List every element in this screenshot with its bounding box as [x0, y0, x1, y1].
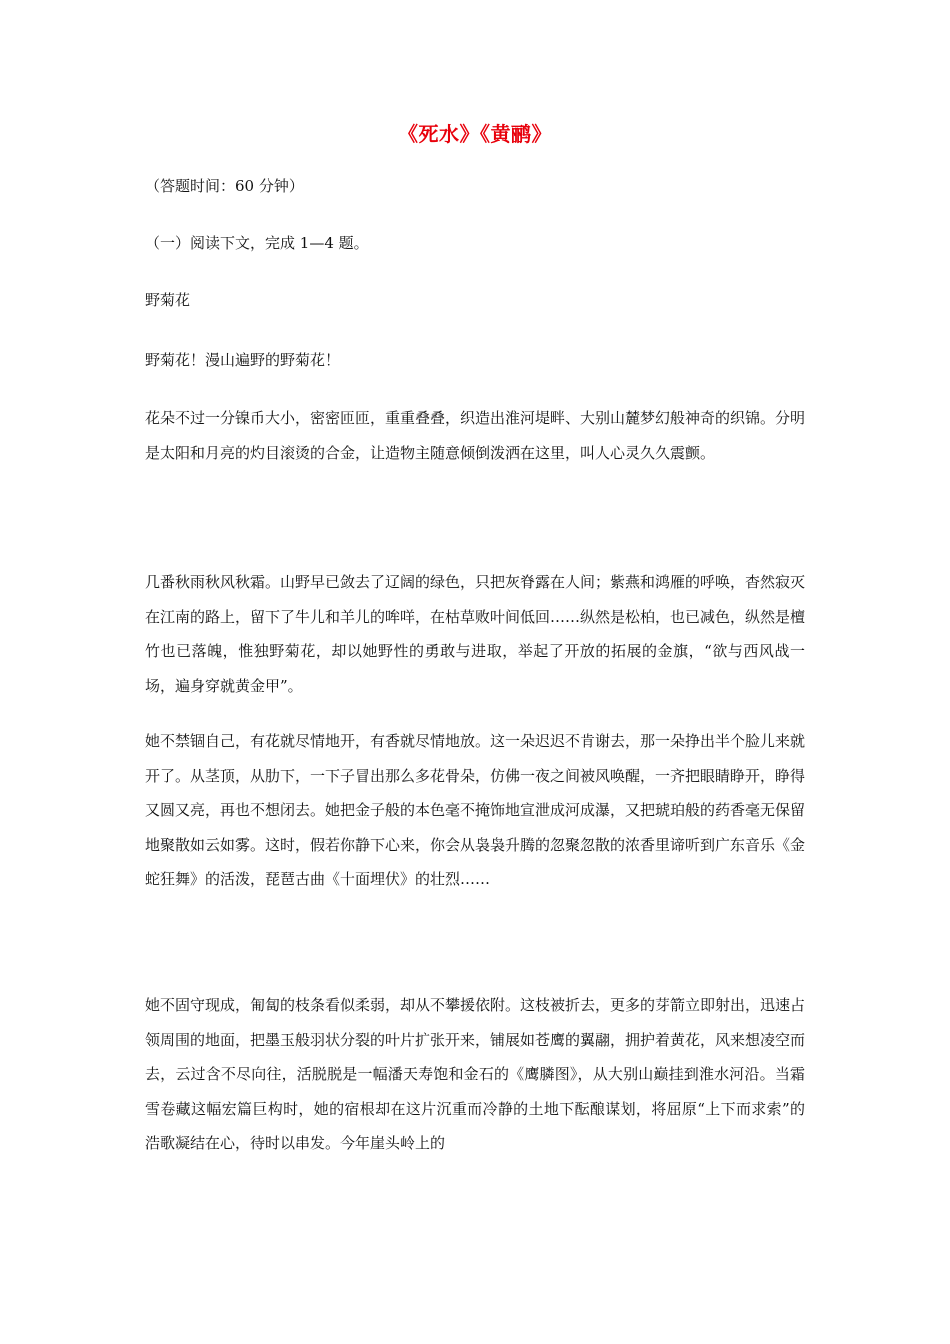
document-title: 《死水》《黄鹂》 [398, 122, 552, 146]
paragraph-3: 几番秋雨秋风秋霜。山野早已敛去了辽阔的绿色，只把灰脊露在人间；紫燕和鸿雁的呼唤，杳然寂灭在江南的路上，留下了牛儿和羊儿的哞咩，在枯草败叶间低回……纵然是松柏，也已减色，纵然是檀竹也已落魄，惟独野菊花，却以她野性的勇敢与进取，举起了开放的拓展的金旗，“欲与西风战一场，遍身穿就黄金甲”。 [145, 573, 806, 695]
paragraph-4: 她不禁锢自己，有花就尽情地开，有香就尽情地放。这一朵迟迟不肯谢去，那一朵挣出半个脸儿来就开了。从茎顶，从肋下，一下子冒出那么多花骨朵，仿佛一夜之间被风唤醒，一齐把眼睛睁开，睁得又圆又亮，再也不想闭去。她把金子般的本色毫不掩饰地宣泄成河成瀑，又把琥珀般的药香毫无保留地聚散如云如雾。这时，假若你静下心来，你会从袅袅升腾的忽聚忽散的浓香里谛听到广东音乐《金蛇狂舞》的活泼，琵琶古曲《十面埋伏》的壮烈…… [145, 732, 806, 889]
time-note: （答题时间：60 分钟） [145, 177, 304, 195]
article-title: 野菊花 [145, 291, 191, 309]
paragraph-1: 野菊花！漫山遍野的野菊花！ [145, 351, 341, 369]
paragraph-5: 她不固守现成，匍匐的枝条看似柔弱，却从不攀援依附。这枝被折去，更多的芽箭立即射出，迅速占领周围的地面，把墨玉般羽状分裂的叶片扩张开来，铺展如苍鹰的翼翮，拥护着黄花，风来想凌空而去，云过含不尽向往，活脱脱是一幅潘天寿饱和金石的《鹰膦图》，从大别山巅挂到淮水河沿。当霜雪卷藏这幅宏篇巨构时，她的宿根却在这片沉重而冷静的土地下酝酿谋划，将屈原“上下而求索”的浩歌凝结在心，待时以串发。今年崖头岭上的 [145, 996, 806, 1153]
paragraph-2: 花朵不过一分镍币大小，密密匝匝，重重叠叠，织造出淮河堤畔、大别山麓梦幻般神奇的织锦。分明是太阳和月亮的灼目滚烫的合金，让造物主随意倾倒泼洒在这里，叫人心灵久久震颤。 [145, 409, 806, 462]
section-instruction: （一）阅读下文，完成 1—4 题。 [145, 234, 369, 252]
